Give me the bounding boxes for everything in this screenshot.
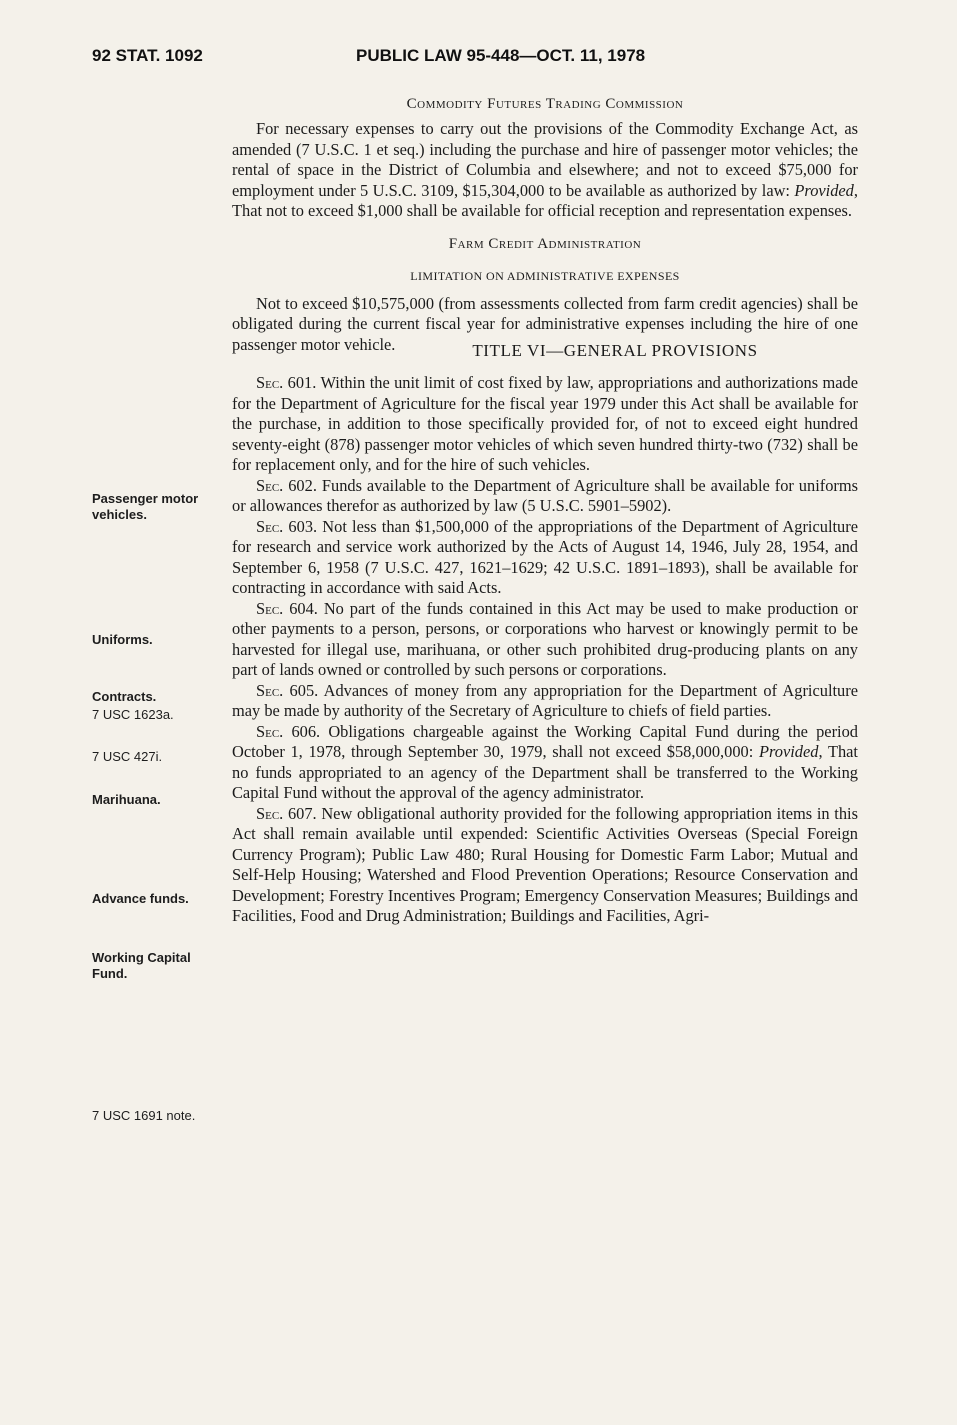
cftc-heading: Commodity Futures Trading Commission — [406, 96, 684, 112]
section-607: Sec. 607. New obligational authority provided for the following appropriation items in this Act shall remain available until expended: Scientific Activities Overseas (Special Foreign Currency Program); Public Law 480; Rural Housing for Domestic Farm Labor; Mutual and Self-Help Housing; Watershed and Flood Prevention Operations; Resource Conservation and Development; Forestry Incentives Program; Emergency Conservation Measures; Buildings and Facilities, Food and Drug Administration; Buildings and Facilities, Agri- — [232, 803, 858, 925]
page-stat-citation: 92 STAT. 1092 — [92, 46, 203, 65]
title-vi-heading: TITLE VI—GENERAL PROVISIONS — [472, 341, 758, 360]
cftc-paragraph: For necessary expenses to carry out the provisions of the Commodity Exchange Act, as amended (7 U.S.C. 1 et seq.) including the purchase and hire of passenger motor vehicles; the rental of space in the District of Columbia and elsewhere; and not to exceed $75,000 for employment under 5 U.S.C. 3109, $15,304,000 to be available as authorized by law: Provided, That not to exceed $1,000 shall be available for official reception and representation expenses. — [232, 119, 858, 220]
margin-note-marihuana: Marihuana. — [92, 792, 161, 807]
section-605: Sec. 605. Advances of money from any appropriation for the Department of Agriculture may be made by authority of the Secretary of Agriculture to chiefs of field parties. — [232, 680, 858, 720]
fca-heading: Farm Credit Administration — [448, 235, 642, 252]
fca-paragraph: Not to exceed $10,575,000 (from assessments collected from farm credit agencies) shall be obligated during the current fiscal year for administrative expenses including the hire of one passenger motor vehicle. — [232, 293, 858, 354]
section-601: Sec. 601. Within the unit limit of cost fixed by law, appropriations and authorizations made for the Department of Agriculture for the fiscal year 1979 under this Act shall be available for the purchase, in addition to those specifically provided for, of not to exceed eight hundred seventy-eight (878) passenger motor vehicles of which seven hundred thirty-two (732) shall be for replacement only, and for the hire of such vehicles. — [232, 373, 858, 474]
fca-subheading: LIMITATION ON ADMINISTRATIVE EXPENSES — [410, 268, 680, 283]
section-602: Sec. 602. Funds available to the Department of Agriculture shall be available for uniforms or allowances therefor as authorized by law (5 U.S.C. 5901–5902). — [232, 475, 858, 515]
section-603: Sec. 603. Not less than $1,500,000 of the appropriations of the Department of Agriculture for research and service work authorized by the Acts of August 14, 1946, July 28, 1954, and September 6, 1958 (7 U.S.C. 427, 1621–1629; 42 U.S.C. 1891–1893), shall be available for contracting in accordance with said Acts. — [232, 516, 858, 597]
margin-note-advance-funds: Advance funds. — [92, 891, 189, 906]
main-text-column — [232, 96, 858, 927]
margin-note-passenger-vehicles: Passenger motor vehicles. — [92, 491, 199, 522]
margin-note-working-capital-fund: Working Capital Fund. — [92, 950, 191, 981]
page-running-head: PUBLIC LAW 95-448—OCT. 11, 1978 — [356, 46, 646, 65]
section-604: Sec. 604. No part of the funds contained in this Act may be used to make production or other payments to a person, persons, or corporations who harvest or knowingly permit to be harvested for illegal use, marihuana, or other such prohibited drug-producing plants on any part of lands owned or controlled by such persons or corporations. — [232, 598, 858, 679]
margin-note-7usc1623a: 7 USC 1623a. — [92, 707, 174, 722]
margin-note-7usc1691-note: 7 USC 1691 note. — [92, 1108, 196, 1123]
section-606: Sec. 606. Obligations chargeable against the Working Capital Fund during the period October 1, 1978, through September 30, 1979, shall not exceed $58,000,000: Provided, That no funds appropriated to an agency of the Department shall be transferred to the Working Capital Fund without the approval of the agency administrator. — [232, 721, 858, 802]
margin-note-contracts: Contracts. — [92, 689, 157, 704]
margin-note-7usc427i: 7 USC 427i. — [92, 749, 163, 764]
margin-note-uniforms: Uniforms. — [92, 632, 153, 647]
